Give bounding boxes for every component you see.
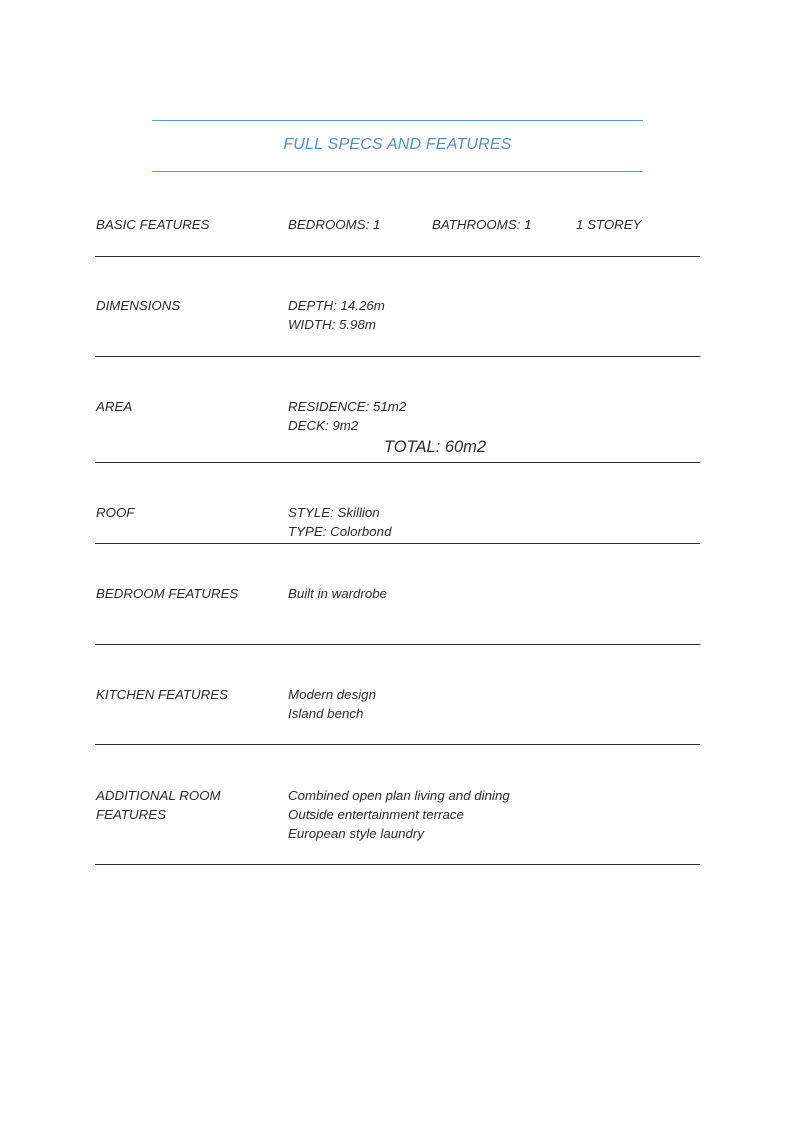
roof-label: ROOF (96, 505, 135, 520)
additional-feature-item: Combined open plan living and dining (288, 788, 510, 803)
bedrooms-value: BEDROOMS: 1 (288, 217, 381, 232)
additional-features-label-line: FEATURES (96, 807, 166, 822)
section-divider (95, 543, 700, 544)
page-title: FULL SPECS AND FEATURES (283, 136, 512, 153)
section-divider (95, 744, 700, 745)
section-divider (95, 256, 700, 257)
title-rule-top (152, 120, 643, 121)
kitchen-features-label: KITCHEN FEATURES (96, 687, 228, 702)
dimensions-label: DIMENSIONS (96, 298, 181, 313)
roof-style-value: STYLE: Skillion (288, 505, 380, 520)
additional-feature-item: Outside entertainment terrace (288, 807, 464, 822)
additional-features-label-line: ADDITIONAL ROOM (96, 788, 221, 803)
basic-features-label: BASIC FEATURES (96, 217, 210, 232)
section-divider (95, 644, 700, 645)
kitchen-feature-item: Modern design (288, 687, 376, 702)
bedroom-feature-item: Built in wardrobe (288, 586, 388, 601)
area-label: AREA (96, 399, 133, 414)
section-divider (95, 864, 700, 865)
additional-feature-item: European style laundry (288, 826, 425, 841)
total-area-value: TOTAL: 60m2 (384, 438, 487, 456)
roof-type-value: TYPE: Colorbond (288, 524, 392, 539)
residence-area-value: RESIDENCE: 51m2 (288, 399, 407, 414)
title-rule-bottom (152, 171, 643, 172)
kitchen-feature-item: Island bench (288, 706, 364, 721)
deck-area-value: DECK: 9m2 (288, 418, 359, 433)
bathrooms-value: BATHROOMS: 1 (432, 217, 532, 232)
section-divider (95, 462, 700, 463)
depth-value: DEPTH: 14.26m (288, 298, 385, 313)
width-value: WIDTH: 5.98m (288, 317, 376, 332)
storey-value: 1 STOREY (576, 217, 642, 232)
section-divider (95, 356, 700, 357)
bedroom-features-label: BEDROOM FEATURES (96, 586, 239, 601)
